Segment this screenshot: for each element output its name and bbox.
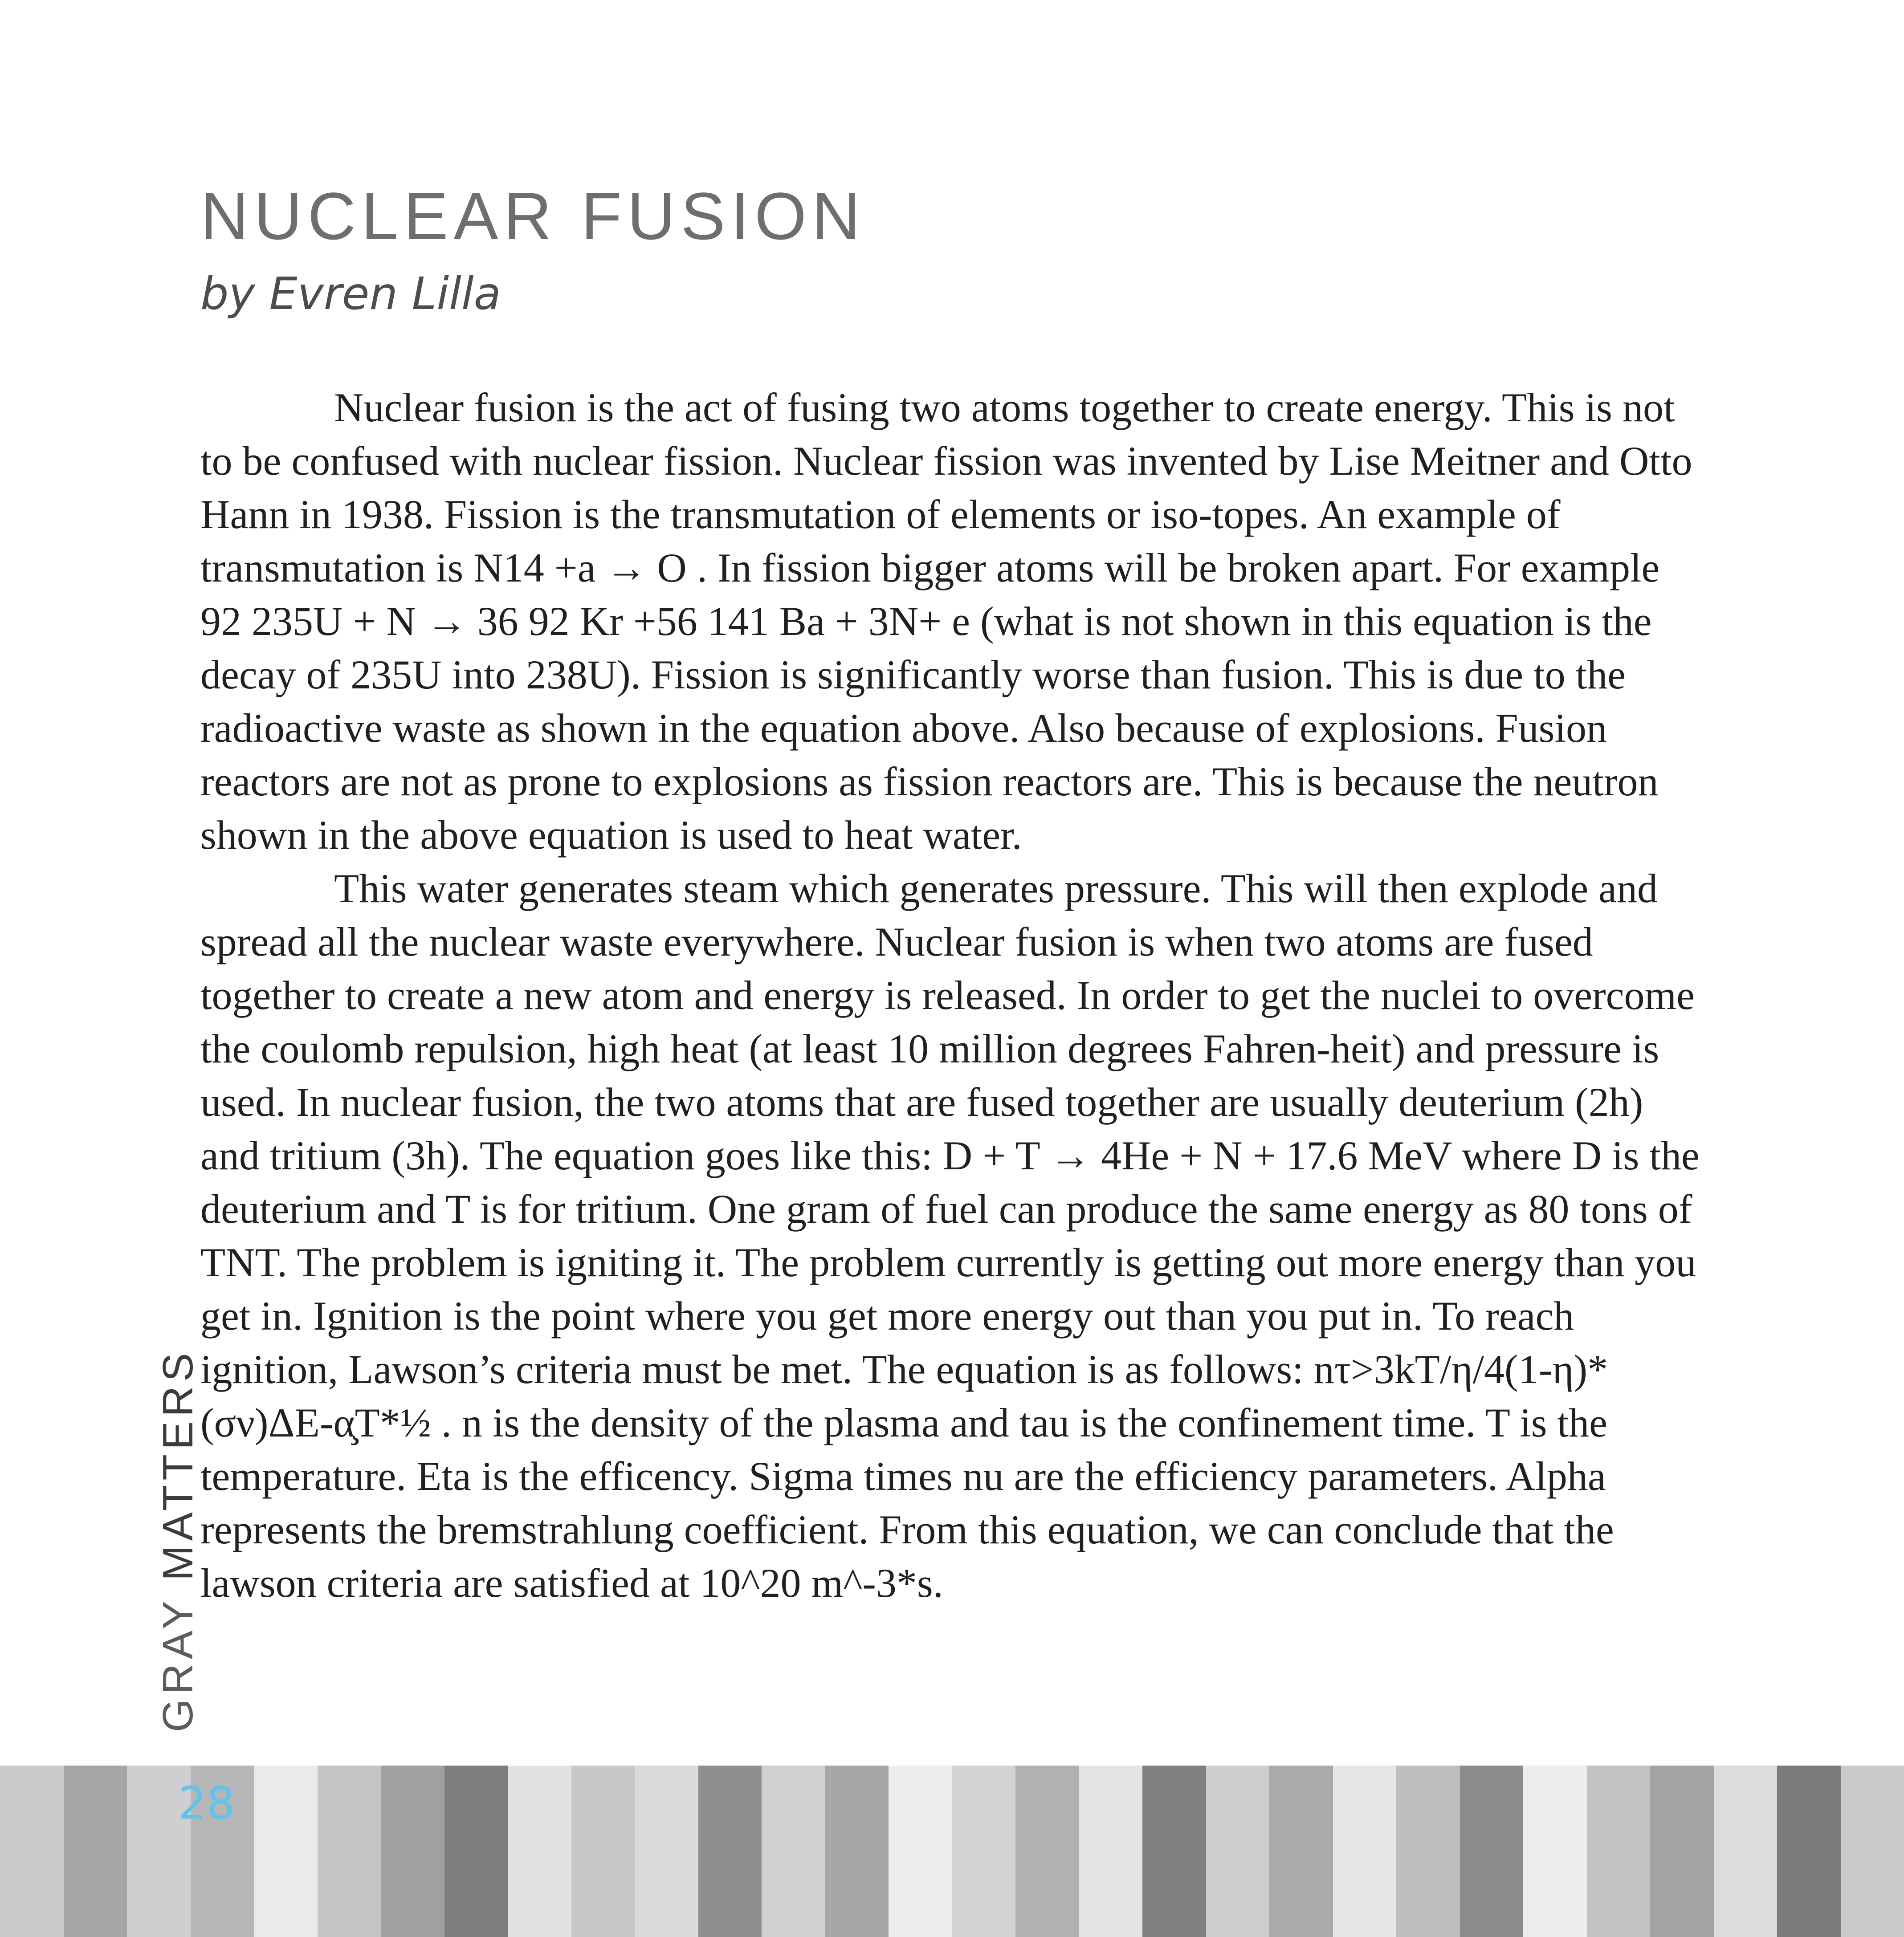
article-body xyxy=(200,381,1706,1610)
footer-stripe xyxy=(571,1766,635,1937)
footer-stripe xyxy=(1841,1766,1904,1937)
footer-stripe xyxy=(444,1766,508,1937)
footer-stripe xyxy=(1396,1766,1460,1937)
footer-stripe xyxy=(1587,1766,1651,1937)
footer-stripe-band xyxy=(0,1766,1904,1937)
footer-stripe xyxy=(825,1766,889,1937)
footer-stripe xyxy=(1142,1766,1206,1937)
publication-label-part1: GRAY xyxy=(154,1581,202,1732)
page-number: 28 xyxy=(178,1777,235,1829)
footer-stripe xyxy=(952,1766,1016,1937)
footer-stripe xyxy=(1714,1766,1778,1937)
footer-stripe xyxy=(508,1766,571,1937)
footer-stripe xyxy=(1015,1766,1079,1937)
article-title: NUCLEAR FUSION xyxy=(200,179,866,253)
footer-stripe xyxy=(889,1766,952,1937)
footer-stripe xyxy=(1460,1766,1524,1937)
publication-label xyxy=(154,1348,202,1732)
footer-stripe xyxy=(1079,1766,1143,1937)
footer-stripe xyxy=(318,1766,381,1937)
footer-stripe xyxy=(64,1766,127,1937)
footer-stripe xyxy=(762,1766,825,1937)
footer-stripe xyxy=(1777,1766,1841,1937)
article-byline: by Evren Lilla xyxy=(200,268,501,320)
footer-stripe xyxy=(0,1766,64,1937)
paragraph: Nuclear fusion is the act of fusing two atoms together to create energy. This is not to be confused with nuclear fission. Nuclear fission was invented by Lise Meitner and Otto Hann in 1938. Fission is the transmutation of elements or iso-topes. An example of transmutation is N14 +a → O . In fission bigger atoms will be broken apart. For example 92 235U + N → 36 92 Kr +56 141 Ba + 3N+ e (what is not shown in this equation is the decay of 235U into 238U). Fission is significantly worse than fusion. This is due to the radioactive waste as shown in the equation above. Also because of explosions. Fusion reactors are not as prone to explosions as fission reactors are. This is because the neutron shown in the above equation is used to heat water. xyxy=(200,385,1692,858)
footer-stripe xyxy=(1269,1766,1333,1937)
footer-stripe xyxy=(635,1766,698,1937)
paragraph: This water generates steam which generates pressure. This will then explode and spread all the nuclear waste everywhere. Nuclear fusion is when two atoms are fused together to create a new atom and energy is released. In order to get the nuclei to overcome the coulomb repulsion, high heat (at least 10 million degrees Fahren-heit) and pressure is used. In nuclear fusion, the two atoms that are fused together are usually deuterium (2h) and tritium (3h). The equation goes like this: D + T → 4He + N + 17.6 MeV where D is the deuterium and T is for tritium. One gram of fuel can produce the same energy as 80 tons of TNT. The problem is igniting it. The problem currently is getting out more energy than you get in. Ignition is the point where you get more energy out than you put in. To reach ignition, Lawson’s criteria must be met. The equation is as follows: nτ>3kT/η/4(1-η)*(σν)ΔE-α̧T*½ . n is the density of the plasma and tau is the confinement time. T is the temperature. Eta is the efficency. Sigma times nu are the efficiency parameters. Alpha represents the bremstrahlung coefficient. From this equation, we can conclude that the lawson criteria are satisfied at 10^20 m^-3*s. xyxy=(200,866,1700,1606)
footer-stripe xyxy=(381,1766,444,1937)
footer-stripe xyxy=(1206,1766,1270,1937)
footer-stripe xyxy=(1650,1766,1714,1937)
footer-stripe xyxy=(1333,1766,1397,1937)
footer-stripe xyxy=(1523,1766,1587,1937)
footer-stripe xyxy=(698,1766,762,1937)
footer-stripe xyxy=(254,1766,318,1937)
publication-label-part2: MATTERS xyxy=(154,1348,202,1581)
